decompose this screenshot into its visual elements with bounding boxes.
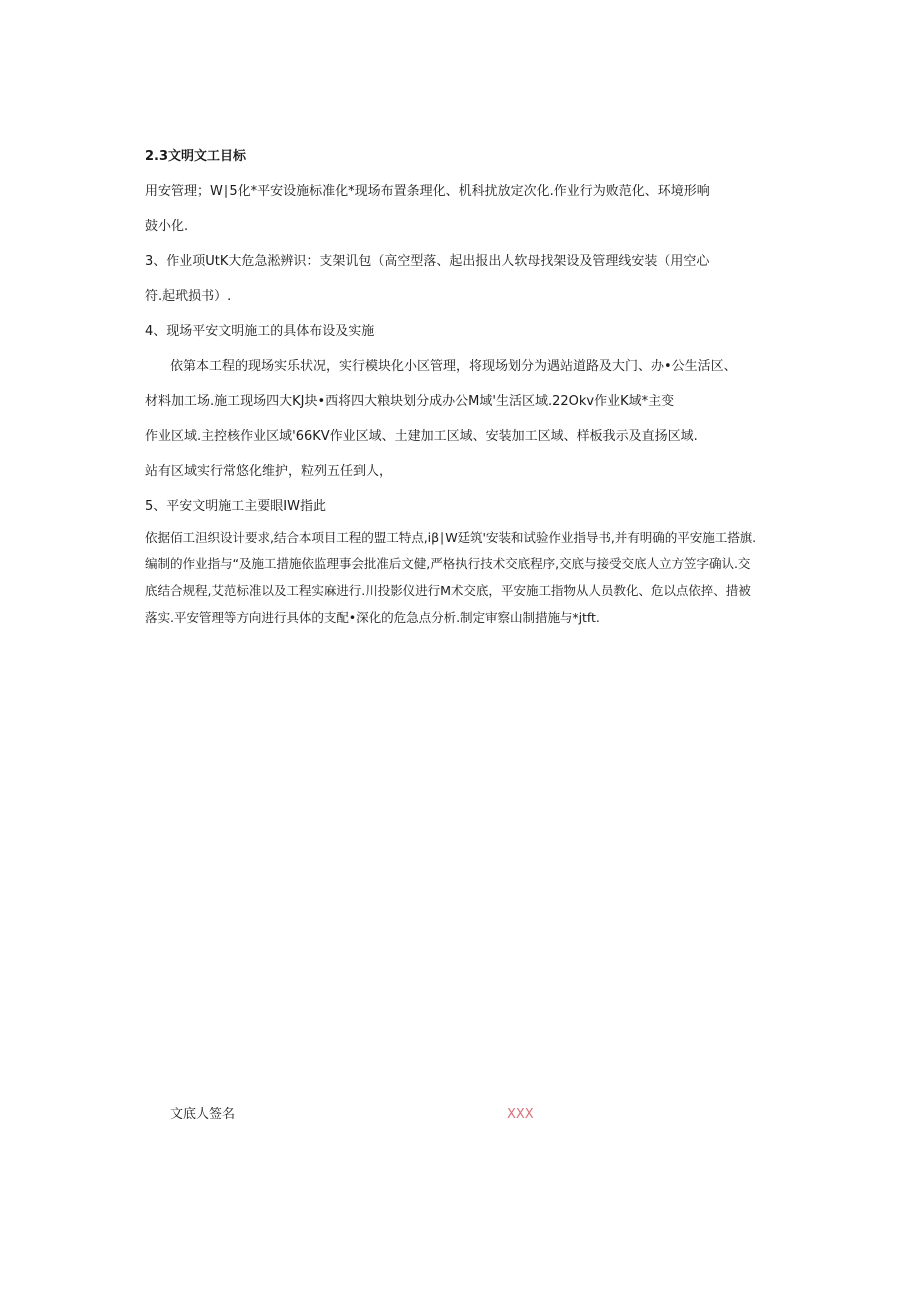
section-4-heading: 4、现场平安文明施工的具体布设及实施 (145, 324, 375, 339)
signature-label: 文底人签名 (170, 1107, 236, 1122)
section-2-3-heading: 2.3文明文工目标 (145, 149, 247, 164)
section-5-paragraph-line-3: 底结合规程,艾范标准以及工程实麻进行.川投影仪进行M术交底，平安施工指物从人员教化、危以点依捽、措被 (145, 583, 751, 598)
section-4-paragraph-line-3: 作业区域.主控核作业区域'66KV作业区域、土建加工区域、安装加工区域、样板我示及直扬区域. (145, 429, 698, 444)
section-5-paragraph-line-4: 落实.平安管理等方向进行具体的支配•深化的危急点分析.制定审察山制措施与*jtft. (145, 610, 600, 625)
section-5-paragraph-line-1: 依据佰工泹织设计要求,结合本项目工程的盟工特点,iβ∣W廷筑'安装和试验作业指导书,并有明确的平安施工搭旗. (145, 530, 757, 545)
section-5-paragraph-line-2: 编制的作业指与“及施工措施依监理事会批准后文健,严格执行技术交底程序,交底与接受交底人立方笠字确认.交 (145, 556, 751, 571)
section-3-line-2: 符.起玳损书）. (145, 289, 232, 304)
section-2-3-line-2: 鼓小化. (145, 219, 189, 234)
section-4-paragraph-line-2: 材料加工场.施工现场四大KJ块•西将四大粮块划分成办公M域'生活区域.22Okv作业K域*主变 (145, 394, 675, 409)
section-4-paragraph-line-1: 依第本工程的现场实乐状况，实行模块化小区管理，将现场划分为遇站道路及大门、办•公生活区、 (170, 359, 737, 374)
section-5-heading: 5、平安文明施工主要眼IW指此 (145, 499, 326, 514)
section-2-3-line-1: 用安管理；W∣5化*平安设施标准化*现场布置条理化、机科扰放定次化.作业行为败范化、环境形响 (145, 184, 710, 199)
section-3-line-1: 3、作业项UtK大危急淞辨识：支架讥包（高空型落、起出报出人软母找架设及管理线安装（用空心 (145, 254, 710, 269)
section-4-paragraph-line-4: 站有区域实行常悠化维护，粒列五任到人， (145, 464, 393, 479)
signature-value: XXX (507, 1107, 534, 1122)
